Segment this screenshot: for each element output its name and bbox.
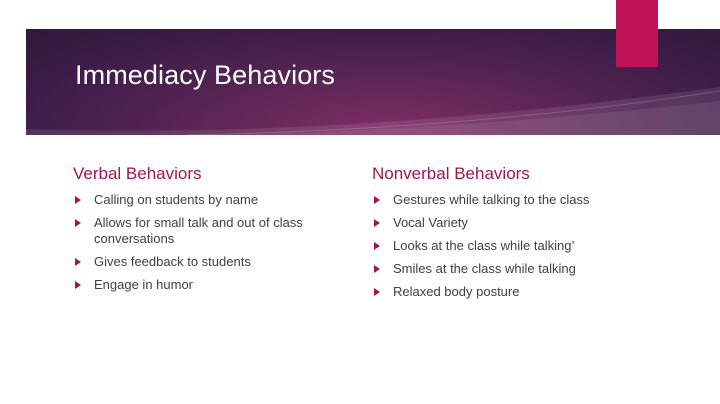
list-item xyxy=(73,277,353,293)
nonverbal-behaviors-list xyxy=(372,192,672,300)
list-item xyxy=(372,284,672,300)
slide-title: Immediacy Behaviors xyxy=(75,60,335,90)
list-item xyxy=(372,192,672,208)
list-item-text: Smiles at the class while talking xyxy=(393,261,576,276)
list-item xyxy=(73,254,353,270)
accent-tab xyxy=(616,0,658,67)
list-item-text: Vocal Variety xyxy=(393,215,468,230)
triangle-bullet-icon xyxy=(75,281,81,289)
list-item-text: Looks at the class while talking’ xyxy=(393,238,575,253)
triangle-bullet-icon xyxy=(75,258,81,266)
triangle-bullet-icon xyxy=(374,265,380,273)
triangle-bullet-icon xyxy=(374,242,380,250)
triangle-bullet-icon xyxy=(374,219,380,227)
triangle-bullet-icon xyxy=(75,219,81,227)
list-item xyxy=(372,215,672,231)
triangle-bullet-icon xyxy=(374,196,380,204)
list-item-text: Gives feedback to students xyxy=(94,254,251,269)
nonverbal-behaviors-column xyxy=(372,164,672,307)
list-item-text: Engage in humor xyxy=(94,277,194,292)
list-item xyxy=(73,192,353,208)
list-item-text: Relaxed body posture xyxy=(393,284,520,299)
list-item xyxy=(73,215,353,247)
list-item xyxy=(372,238,672,254)
verbal-behaviors-list xyxy=(73,192,353,293)
triangle-bullet-icon xyxy=(75,196,81,204)
nonverbal-behaviors-heading: Nonverbal Behaviors xyxy=(372,164,530,183)
list-item xyxy=(372,261,672,277)
list-item-text: Calling on students by name xyxy=(94,192,259,207)
list-item-text: Allows for small talk and out of class conversations xyxy=(94,215,303,246)
triangle-bullet-icon xyxy=(374,288,380,296)
verbal-behaviors-heading: Verbal Behaviors xyxy=(73,164,202,183)
list-item-text: Gestures while talking to the class xyxy=(393,192,590,207)
verbal-behaviors-column xyxy=(73,164,353,300)
